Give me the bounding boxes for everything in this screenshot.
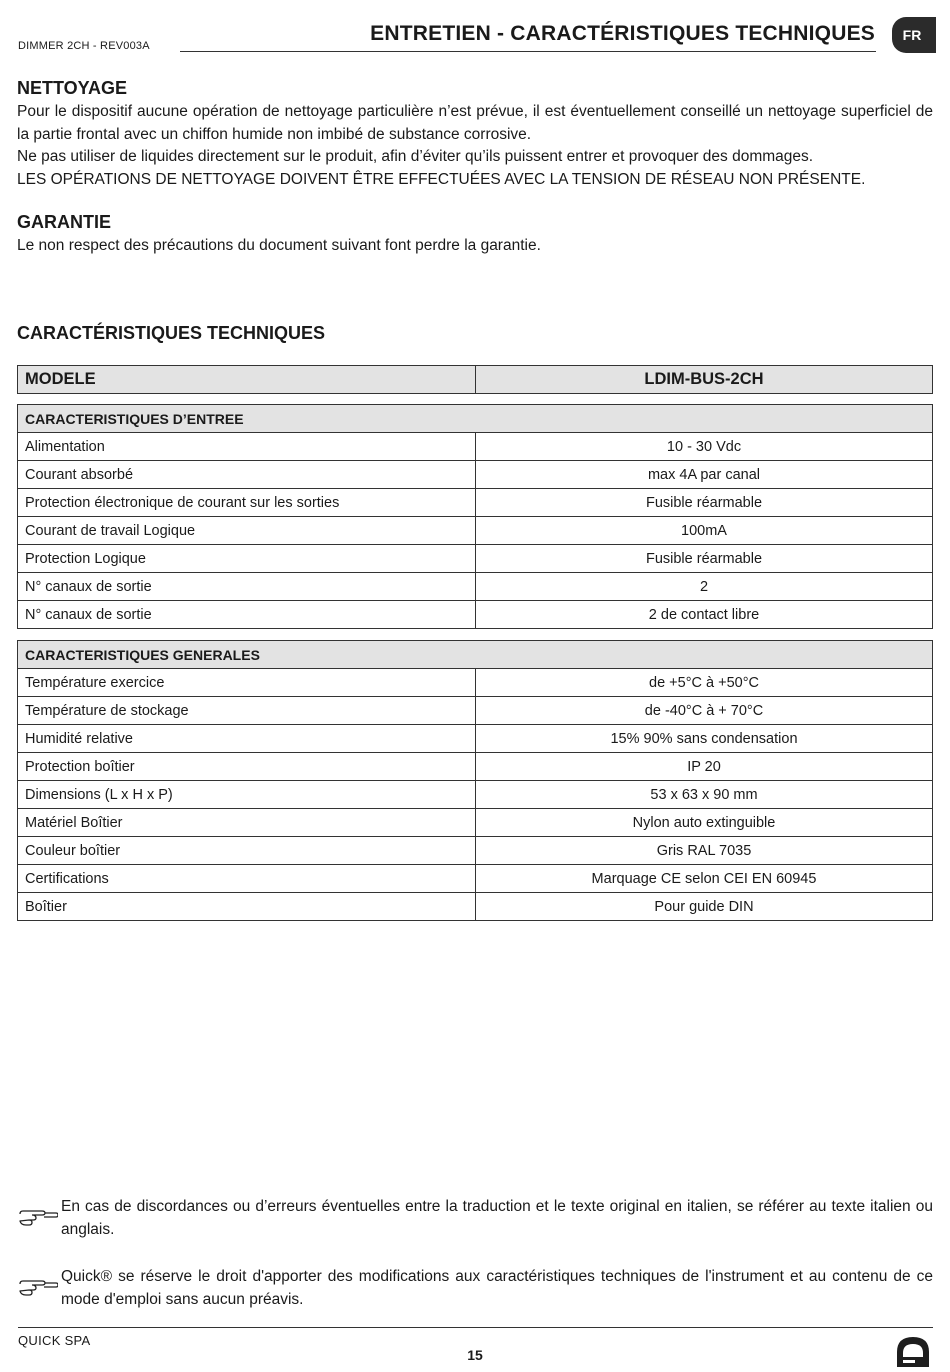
spec-label: Courant absorbé [18, 461, 476, 489]
general-specs-table [17, 640, 933, 921]
model-label: MODELE [18, 366, 476, 394]
spec-value: Pour guide DIN [476, 893, 933, 921]
spec-value: 10 - 30 Vdc [476, 433, 933, 461]
table-row [18, 601, 933, 629]
model-table [17, 365, 933, 394]
table-row [18, 461, 933, 489]
table-row [18, 893, 933, 921]
page-number: 15 [467, 1347, 483, 1363]
table-row [18, 669, 933, 697]
spec-label: N° canaux de sortie [18, 573, 476, 601]
general-section-title: CARACTERISTIQUES GENERALES [18, 641, 933, 669]
input-section-title: CARACTERISTIQUES D’ENTREE [18, 405, 933, 433]
document-reference: DIMMER 2CH - REV003A [18, 40, 150, 52]
page-title: ENTRETIEN - CARACTÉRISTIQUES TECHNIQUES [370, 22, 875, 45]
spec-label: Boîtier [18, 893, 476, 921]
section-row [18, 405, 933, 433]
footer-rule [18, 1327, 933, 1328]
spec-value: de +5°C à +50°C [476, 669, 933, 697]
spec-value: 15% 90% sans condensation [476, 725, 933, 753]
table-row [18, 489, 933, 517]
spec-value: 2 [476, 573, 933, 601]
table-row [18, 837, 933, 865]
spec-value: 2 de contact libre [476, 601, 933, 629]
table-row [18, 809, 933, 837]
cleaning-paragraph-3: LES OPÉRATIONS DE NETTOYAGE DOIVENT ÊTRE EFFECTUÉES AVEC LA TENSION DE RÉSEAU NON PRÉSENTE. [17, 171, 866, 188]
spec-label: Dimensions (L x H x P) [18, 781, 476, 809]
spec-value: Fusible réarmable [476, 489, 933, 517]
table-row [18, 781, 933, 809]
warranty-heading: GARANTIE [17, 212, 111, 232]
table-row [18, 545, 933, 573]
spec-value: Nylon auto extinguible [476, 809, 933, 837]
table-row [18, 753, 933, 781]
model-row [18, 366, 933, 394]
pointing-hand-icon [18, 1276, 58, 1300]
quick-logo-icon [893, 1333, 933, 1371]
input-specs-table [17, 404, 933, 629]
spec-value: de -40°C à + 70°C [476, 697, 933, 725]
specs-heading: CARACTÉRISTIQUES TECHNIQUES [17, 323, 326, 343]
table-row [18, 433, 933, 461]
spec-value: 100mA [476, 517, 933, 545]
spec-value: IP 20 [476, 753, 933, 781]
note-translation: En cas de discordances ou d’erreurs éventuelles entre la traduction et le texte original en italien, se référer au texte italien ou anglais. [61, 1198, 933, 1238]
spec-value: Marquage CE selon CEI EN 60945 [476, 865, 933, 893]
cleaning-paragraph-1: Pour le dispositif aucune opération de nettoyage particulière n’est prévue, il est éventuellement conseillé un nettoyage superficiel de la partie frontal avec un chiffon humide non imbibé de substance corrosive. [17, 103, 933, 143]
spec-value: Gris RAL 7035 [476, 837, 933, 865]
section-row [18, 641, 933, 669]
spec-label: Certifications [18, 865, 476, 893]
spec-label: Courant de travail Logique [18, 517, 476, 545]
table-row [18, 573, 933, 601]
spec-label: Protection électronique de courant sur les sorties [18, 489, 476, 517]
spec-label: N° canaux de sortie [18, 601, 476, 629]
table-row [18, 865, 933, 893]
spec-label: Alimentation [18, 433, 476, 461]
spec-label: Couleur boîtier [18, 837, 476, 865]
spec-label: Humidité relative [18, 725, 476, 753]
pointing-hand-icon [18, 1206, 58, 1230]
cleaning-paragraph-2: Ne pas utiliser de liquides directement sur le produit, afin d’éviter qu’ils puissent entrer et provoquer des dommages. [17, 148, 814, 165]
spec-value: Fusible réarmable [476, 545, 933, 573]
spec-label: Matériel Boîtier [18, 809, 476, 837]
spec-label: Température de stockage [18, 697, 476, 725]
footer-company: QUICK SPA [18, 1333, 91, 1348]
table-row [18, 517, 933, 545]
model-value: LDIM-BUS-2CH [476, 366, 933, 394]
table-row [18, 725, 933, 753]
spec-value: 53 x 63 x 90 mm [476, 781, 933, 809]
note-rights: Quick® se réserve le droit d'apporter des modifications aux caractéristiques techniques de l'instrument et au contenu de ce mode d'emploi sans aucun préavis. [61, 1268, 933, 1308]
table-row [18, 697, 933, 725]
language-badge: FR [892, 17, 936, 53]
spec-label: Température exercice [18, 669, 476, 697]
spec-label: Protection Logique [18, 545, 476, 573]
warranty-paragraph: Le non respect des précautions du document suivant font perdre la garantie. [17, 237, 541, 254]
spec-value: max 4A par canal [476, 461, 933, 489]
spec-label: Protection boîtier [18, 753, 476, 781]
header-rule [180, 51, 876, 52]
cleaning-heading: NETTOYAGE [17, 78, 128, 98]
